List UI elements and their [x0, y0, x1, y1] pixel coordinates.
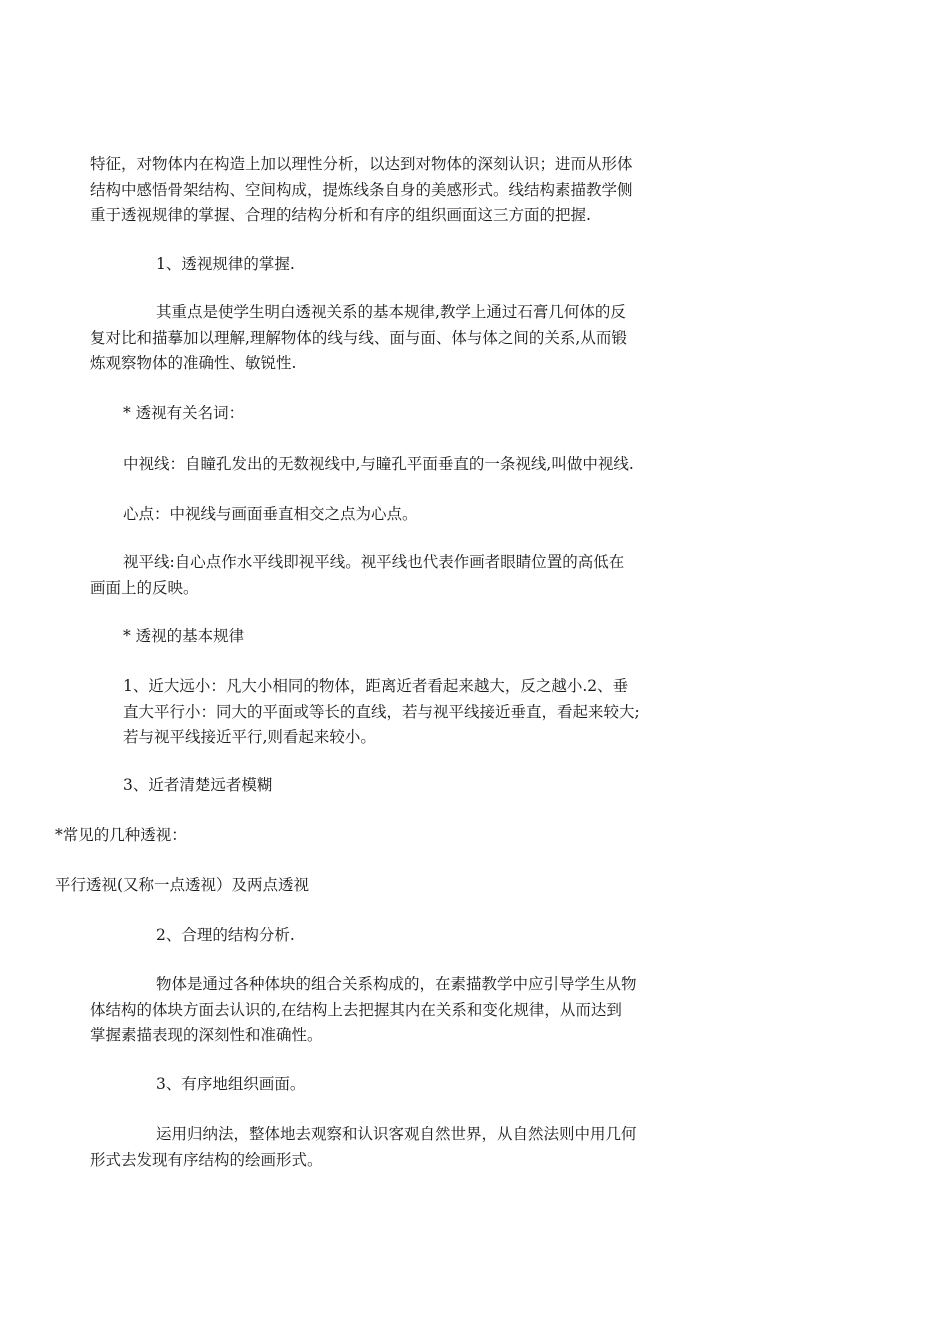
rule-3: 3、近者清楚远者模糊 — [123, 776, 273, 794]
term-center-point: 心点：中视线与画面垂直相交之点为心点。 — [123, 505, 418, 523]
text-line: 重于透视规律的掌握、合理的结构分析和有序的组织画面这三方面的把握. — [90, 206, 591, 224]
text-line: 复对比和描摹加以理解,理解物体的线与线、面与面、体与体之间的关系,从而锻 — [90, 328, 627, 347]
intro-paragraph — [90, 152, 633, 229]
section2-heading: 2、合理的结构分析. — [156, 926, 295, 944]
text-line: 若与视平线接近平行,则看起来较小。 — [123, 728, 376, 746]
rules-heading: * 透视的基本规律 — [123, 627, 245, 645]
rules-paragraph — [123, 674, 640, 751]
text-line: 结构中感悟骨架结构、空间构成，提炼线条自身的美感形式。线结构素描教学侧 — [90, 180, 633, 199]
text-line: 视平线:自心点作水平线即视平线。视平线也代表作画者眼睛位置的高低在 — [123, 553, 625, 571]
text-line: 画面上的反映。 — [90, 578, 199, 597]
section2-paragraph — [90, 972, 637, 1049]
text-line: 炼观察物体的准确性、敏锐性. — [90, 354, 297, 372]
term-horizon-paragraph — [90, 550, 624, 601]
text-line: 物体是通过各种体块的组合关系构成的，在素描教学中应引导学生从物 — [156, 975, 637, 993]
text-line: 形式去发现有序结构的绘画形式。 — [90, 1150, 323, 1169]
term-center-line: 中视线：自瞳孔发出的无数视线中,与瞳孔平面垂直的一条视线,叫做中视线. — [123, 455, 634, 473]
terms-heading: * 透视有关名词： — [123, 404, 245, 422]
text-line: 掌握素描表现的深刻性和准确性。 — [90, 1026, 323, 1044]
section1-paragraph — [90, 300, 627, 377]
text-line: 体结构的体块方面去认识的,在结构上去把握其内在关系和变化规律，从而达到 — [90, 1000, 622, 1019]
section3-heading: 3、有序地组织画面。 — [156, 1075, 306, 1093]
section3-paragraph — [90, 1122, 637, 1173]
common-heading: *常见的几种透视： — [55, 826, 187, 844]
text-line: 直大平行小：同大的平面或等长的直线，若与视平线接近垂直，看起来较大; — [123, 702, 640, 721]
text-line: 运用归纳法，整体地去观察和认识客观自然世界，从自然法则中用几何 — [156, 1125, 637, 1143]
text-line: 其重点是使学生明白透视关系的基本规律,教学上通过石膏几何体的反 — [156, 303, 626, 321]
section1-heading: 1、透视规律的掌握. — [156, 255, 295, 273]
text-line: 1、近大远小：凡大小相同的物体，距离近者看起来越大，反之越小.2、垂 — [123, 677, 629, 695]
text-line: 特征，对物体内在构造上加以理性分析，以达到对物体的深刻认识；进而从形体 — [90, 155, 633, 173]
common-body: 平行透视(又称一点透视）及两点透视 — [55, 876, 310, 894]
